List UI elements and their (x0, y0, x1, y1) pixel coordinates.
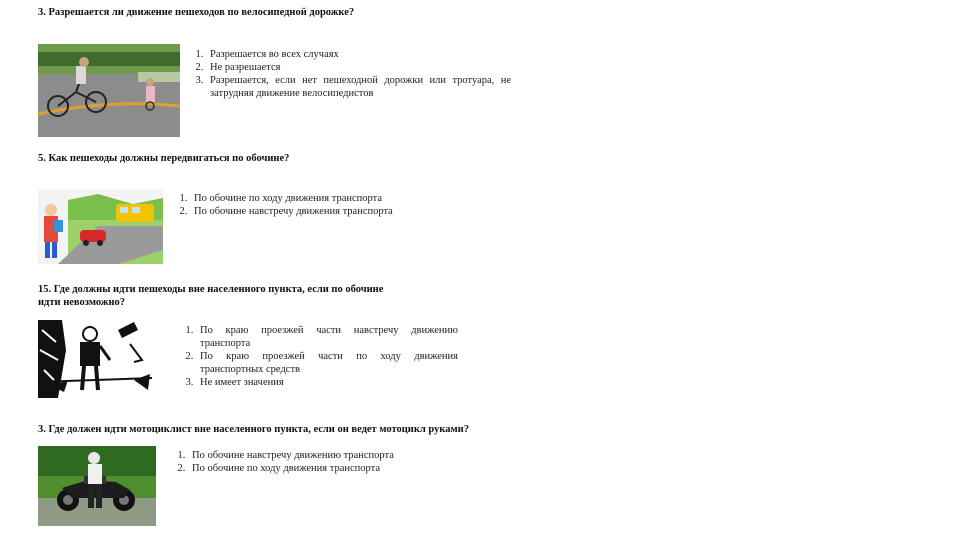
question-1-answers (186, 48, 511, 100)
pedestrian-drawing (38, 320, 152, 398)
answer-option[interactable]: 1. По обочине по ходу движения транспорта (190, 192, 510, 205)
motorcycle-photo (38, 446, 156, 526)
answer-option[interactable]: 3. Разрешается, если нет пешеходной дорожки или тротуара, не затрудняя движение велосипедистов (206, 74, 511, 100)
roadside-illustration (38, 190, 163, 264)
answer-option[interactable]: 3. Не имеет значения (196, 376, 458, 389)
question-3-title-line2: идти невозможно? (38, 297, 125, 308)
answer-option[interactable]: 1. Разрешается во всех случаях (206, 48, 511, 61)
question-3-answers (176, 324, 458, 389)
answer-option[interactable]: 2. По обочине по ходу движения транспорта (188, 462, 508, 475)
question-2-answers (170, 192, 510, 218)
answer-option[interactable]: 1. По краю проезжей части навстречу движению транспорта (196, 324, 458, 350)
answer-option[interactable]: 2. По обочине навстречу движения транспорта (190, 205, 510, 218)
question-3-title-line1: 15. Где должны идти пешеходы вне населенного пункта, если по обочине (38, 284, 384, 295)
question-4-answers (168, 449, 508, 475)
question-1-title: 3. Разрешается ли движение пешеходов по велосипедной дорожке? (38, 7, 355, 18)
answer-option[interactable]: 1. По обочине навстречу движению транспорта (188, 449, 508, 462)
bike-path-photo (38, 44, 180, 137)
answer-option[interactable]: 2. По краю проезжей части по ходу движения транспортных средств (196, 350, 458, 376)
question-4-title: 3. Где должен идти мотоциклист вне населенного пункта, если он ведет мотоцикл руками? (38, 424, 469, 435)
answer-option[interactable]: 2. Не разрешается (206, 61, 511, 74)
question-2-title: 5. Как пешеходы должны передвигаться по обочине? (38, 153, 290, 164)
